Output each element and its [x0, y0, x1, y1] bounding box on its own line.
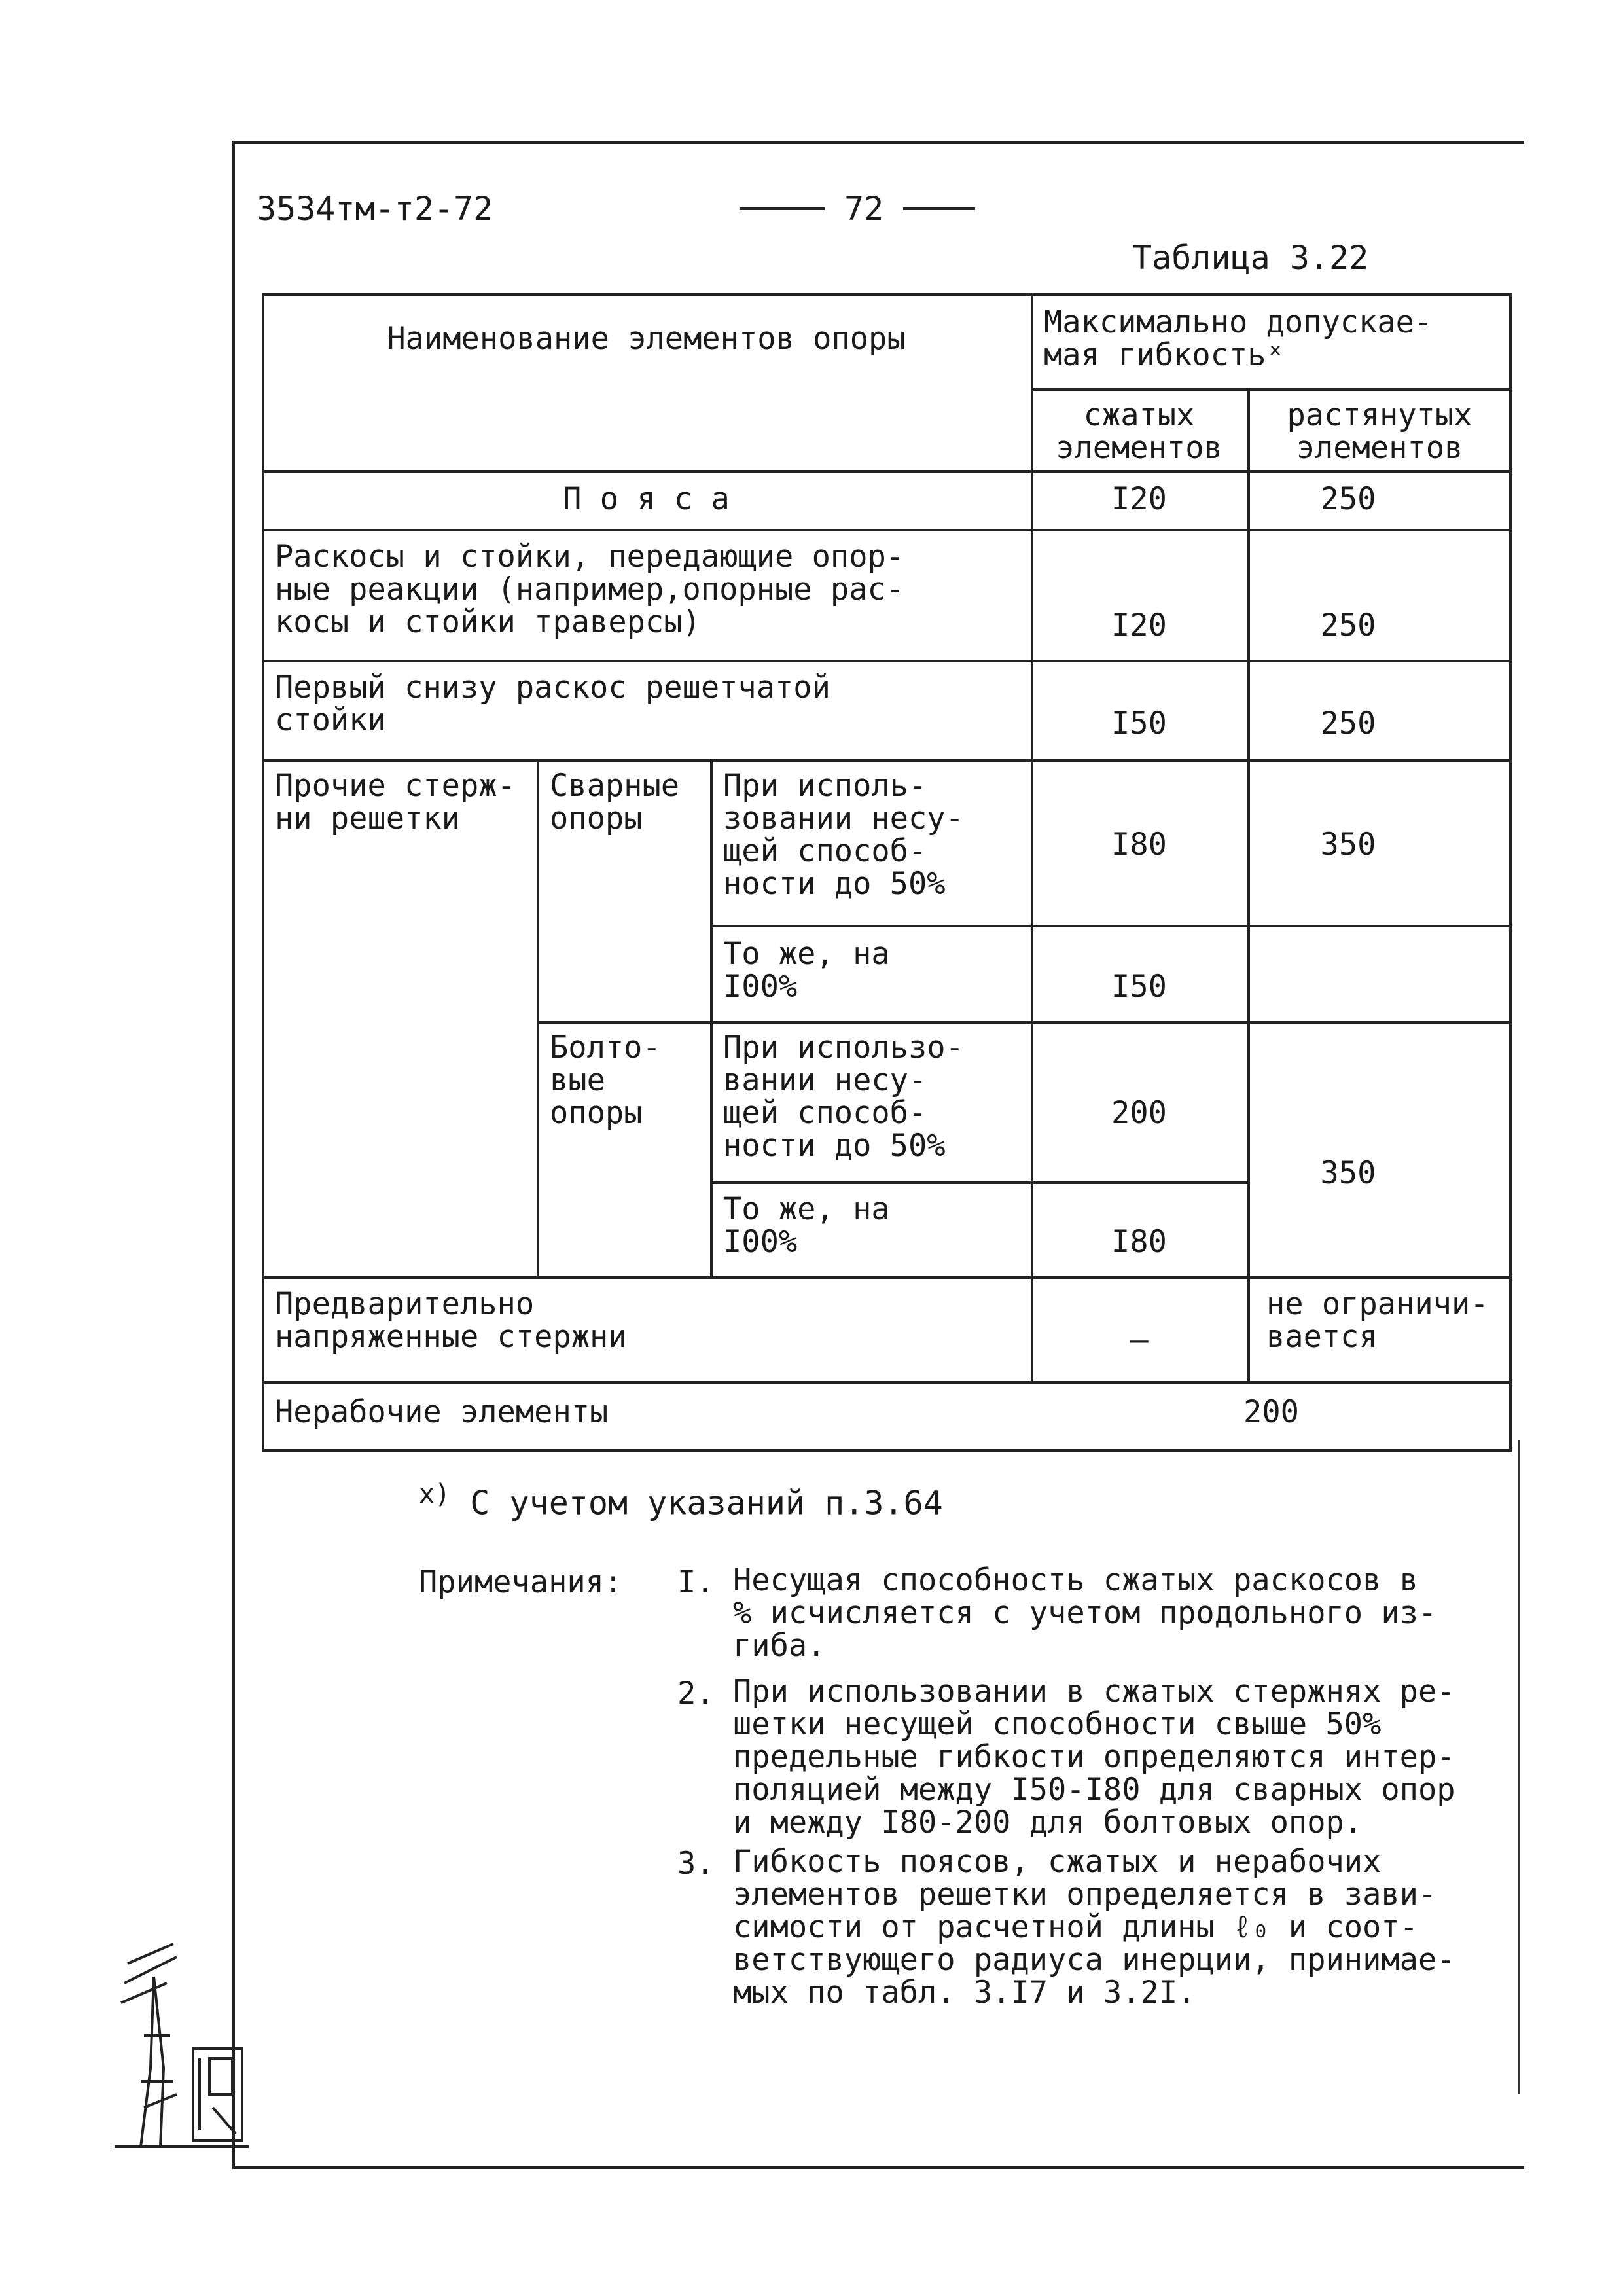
archive-stamp-icon — [115, 1937, 249, 2153]
row-belts-label: П о я с а — [563, 481, 730, 517]
header-name: Наименование элементов опоры — [387, 321, 906, 357]
header-max-flexibility: Максимально допускае- мая гибкостьˣ — [1044, 304, 1433, 373]
grid-line — [262, 660, 1512, 662]
document-code: 3534тм-т2-72 — [257, 190, 493, 228]
grid-line — [262, 1449, 1512, 1452]
grid-line — [710, 759, 713, 1276]
welded-sub1-label: При исполь- зовании несу- щей способ- ности до 50% — [723, 768, 964, 902]
row-prestressed-label: Предварительно напряженные стержни — [275, 1286, 627, 1355]
row-belts-tensile: 250 — [1320, 481, 1376, 517]
note-3-text: Гибкость поясов, сжатых и нерабочих элементов решетки определяется в зави- симости от расчетной длины ℓ₀ и соот- ветствующего радиуса инерции, принимае- мых по табл. 3.I7 и 3.2I. — [733, 1844, 1455, 2011]
welded-supports-label: Сварные опоры — [550, 768, 680, 836]
bolted-supports-label: Болто- вые опоры — [550, 1030, 661, 1131]
grid-line — [262, 1381, 1512, 1384]
grid-line — [262, 293, 264, 1449]
flexibility-table — [262, 293, 1512, 1452]
footnote — [419, 1479, 943, 1522]
grid-line — [1247, 388, 1250, 1381]
note-2-number: 2. — [677, 1676, 715, 1712]
grid-line — [710, 1181, 1250, 1184]
bolted-sub1-compressed: 200 — [1111, 1095, 1167, 1131]
row-first-brace-tensile: 250 — [1320, 706, 1376, 742]
bolted-sub2-compressed: I80 — [1111, 1224, 1167, 1260]
frame-right-edge — [1518, 1440, 1520, 2094]
welded-sub2-compressed: I50 — [1111, 969, 1167, 1005]
dash-left — [740, 207, 825, 210]
grid-line — [262, 529, 1512, 531]
bolted-tensile: 350 — [1320, 1155, 1376, 1191]
dash-right — [903, 207, 975, 210]
welded-tensile: 350 — [1320, 827, 1376, 863]
row-braces-tensile: 250 — [1320, 607, 1376, 643]
grid-line — [1031, 388, 1512, 391]
row-prestressed-compressed: – — [1130, 1322, 1149, 1358]
row-braces-compressed: I20 — [1111, 607, 1167, 643]
grid-line — [262, 759, 1512, 762]
grid-line — [710, 925, 1512, 927]
welded-sub1-compressed: I80 — [1111, 827, 1167, 863]
page-number-text: 72 — [844, 190, 884, 228]
row-idle-label: Нерабочие элементы — [275, 1394, 609, 1430]
row-prestressed-tensile: не ограничи- вается — [1266, 1286, 1489, 1355]
bolted-sub1-label: При использо- вании несу- щей способ- ности до 50% — [723, 1030, 964, 1164]
header-tensile: растянутых элементов — [1287, 397, 1472, 466]
grid-line — [262, 1276, 1512, 1279]
notes-label: Примечания: — [419, 1564, 623, 1600]
table-title: Таблица 3.22 — [1132, 239, 1369, 277]
row-belts-compressed: I20 — [1111, 481, 1167, 517]
grid-line — [1509, 293, 1512, 1449]
welded-sub2-label: То же, на I00% — [723, 936, 890, 1005]
grid-line — [537, 1021, 1512, 1024]
note-1-number: I. — [677, 1564, 715, 1600]
row-first-brace-compressed: I50 — [1111, 706, 1167, 742]
header-compressed: сжатых элементов — [1056, 397, 1222, 466]
row-other-label: Прочие стерж- ни решетки — [275, 768, 516, 836]
note-1-text: Несущая способность сжатых раскосов в % исчисляется с учетом продольного из- гиба. — [733, 1562, 1437, 1664]
grid-line — [262, 293, 1512, 296]
bolted-sub2-label: То же, на I00% — [723, 1191, 890, 1260]
note-3-number: 3. — [677, 1846, 715, 1882]
row-braces-label: Раскосы и стойки, передающие опор- ные реакции (например,опорные рас- косы и стойки траверсы) — [275, 539, 905, 640]
footnote-text: С учетом указаний п.3.64 — [470, 1484, 943, 1522]
page-number — [740, 190, 975, 228]
row-idle-value: 200 — [1243, 1394, 1299, 1430]
note-2-text: При использовании в сжатых стержнях ре- шетки несущей способности свыше 50% предельные гибкости определяются интер- поляцией между I50-I80 для сварных опор и между I80-200 для болтовых опор. — [733, 1674, 1455, 1840]
row-first-brace-label: Первый снизу раскос решетчатой стойки — [275, 670, 830, 738]
grid-line — [537, 759, 539, 1276]
grid-line — [262, 470, 1512, 473]
footnote-mark: x) — [419, 1479, 451, 1509]
